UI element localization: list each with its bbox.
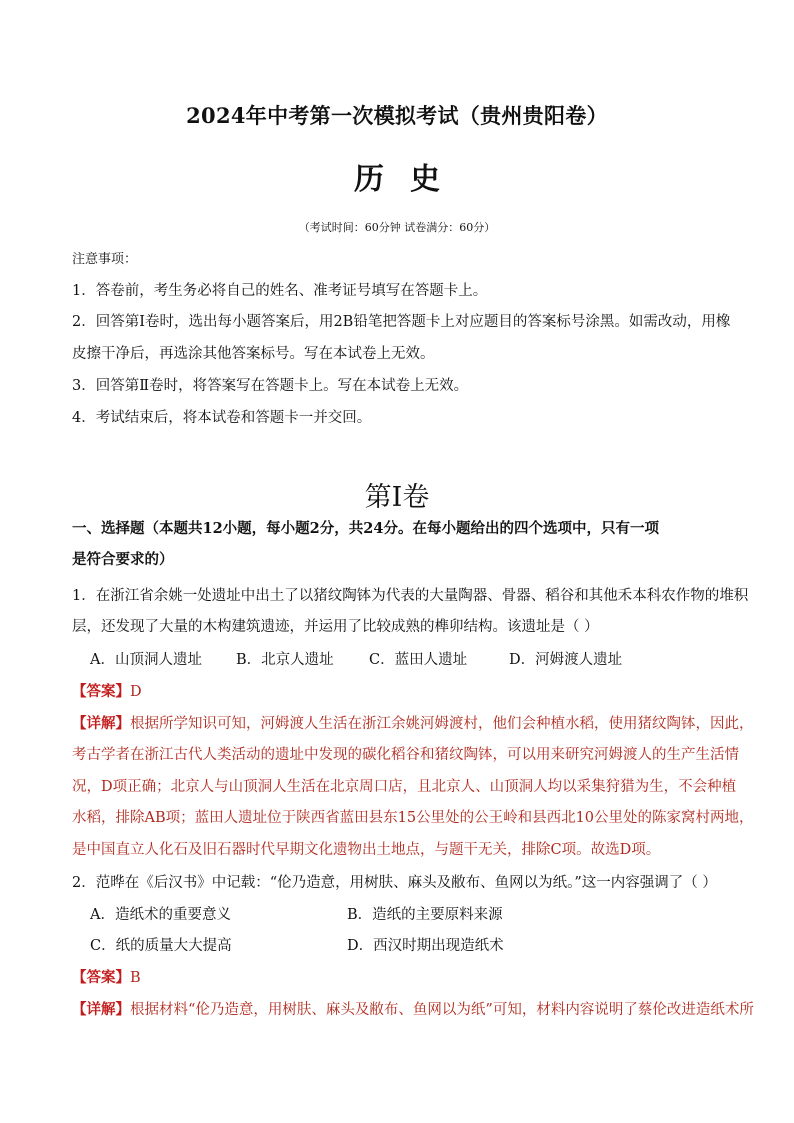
detail-label: 【详解】: [72, 1001, 130, 1018]
notice-item: 4．考试结束后，将本试卷和答题卡一并交回。: [72, 410, 372, 426]
section-instruction: 是符合要求的）: [72, 551, 174, 568]
notice-item: 2．回答第Ⅰ卷时，选出每小题答案后，用2B铅笔把答题卡上对应题目的答案标号涂黑。如需改动，用橡: [72, 314, 731, 330]
option-d: D．西汉时期出现造纸术: [347, 938, 504, 954]
notice-item: 1．答卷前，考生务必将自己的姓名、准考证号填写在答题卡上。: [72, 283, 488, 299]
answer-value: D: [130, 684, 142, 700]
answer-line: [72, 966, 732, 987]
notice-heading: 注意事项：: [72, 252, 138, 267]
option-b: B．北京人遗址: [236, 652, 334, 668]
option-c: C．蓝田人遗址: [369, 652, 468, 668]
notice-item: 皮擦干净后，再选涂其他答案标号。写在本试卷上无效。: [72, 346, 435, 362]
notice-item: 3．回答第Ⅱ卷时，将答案写在答题卡上。写在本试卷上无效。: [72, 378, 469, 394]
option-a: A．造纸术的重要意义: [90, 907, 231, 923]
detail-line: 水稻，排除AB项；蓝田人遗址位于陕西省蓝田县东15公里处的公王岭和县西北10公里处的陈家窝村两地，: [72, 810, 754, 826]
answer-label: 【答案】: [72, 969, 130, 986]
option-a: A．山顶洞人遗址: [90, 652, 202, 668]
detail-line: [72, 712, 754, 733]
section-instruction: 一、选择题（本题共12小题，每小题2分，共24分。在每小题给出的四个选项中，只有一项: [72, 520, 659, 537]
detail-line: 是中国直立人化石及旧石器时代早期文化遗物出土地点，与题干无关，排除C项。故选D项。: [72, 842, 661, 858]
answer-value: B: [130, 970, 141, 986]
answer-label: 【答案】: [72, 683, 130, 700]
option-c: C．纸的质量大大提高: [90, 938, 232, 954]
detail-line: [72, 998, 754, 1019]
exam-title: 2024年中考第一次模拟考试（贵州贵阳卷）: [186, 103, 608, 128]
detail-text: 根据材料“伦乃造意，用树肤、麻头及敝布、鱼网以为纸”可知，材料内容说明了蔡伦改进造纸术所: [130, 1002, 754, 1018]
question-stem: 2．范晔在《后汉书》中记载：“伦乃造意，用树肤、麻头及敝布、鱼网以为纸。”这一内容强调了（ ）: [72, 875, 717, 891]
detail-label: 【详解】: [72, 715, 130, 732]
detail-text: 根据所学知识可知，河姆渡人生活在浙江余姚河姆渡村，他们会种植水稻，使用猪纹陶钵，因此，: [130, 716, 754, 732]
option-d: D．河姆渡人遗址: [509, 652, 623, 668]
section-title: 第Ⅰ卷: [364, 482, 430, 513]
detail-line: 考古学者在浙江古代人类活动的遗址中发现的碳化稻谷和猪纹陶钵，可以用来研究河姆渡人的生产生活情: [72, 747, 739, 763]
question-stem: 层，还发现了大量的木构建筑遗迹，并运用了比较成熟的榫卯结构。该遗址是（ ）: [72, 619, 599, 635]
answer-line: [72, 680, 732, 701]
option-b: B．造纸的主要原料来源: [347, 907, 503, 923]
subject-title: 历史: [354, 162, 466, 197]
question-stem: 1．在浙江省余姚一处遗址中出土了以猪纹陶钵为代表的大量陶器、骨器、稻谷和其他禾本科农作物的堆积: [72, 588, 749, 604]
detail-line: 况，D项正确；北京人与山顶洞人生活在北京周口店，且北京人、山顶洞人均以采集狩猎为生，不会种植: [72, 779, 737, 795]
exam-info: （考试时间：60分钟 试卷满分：60分）: [298, 221, 496, 234]
